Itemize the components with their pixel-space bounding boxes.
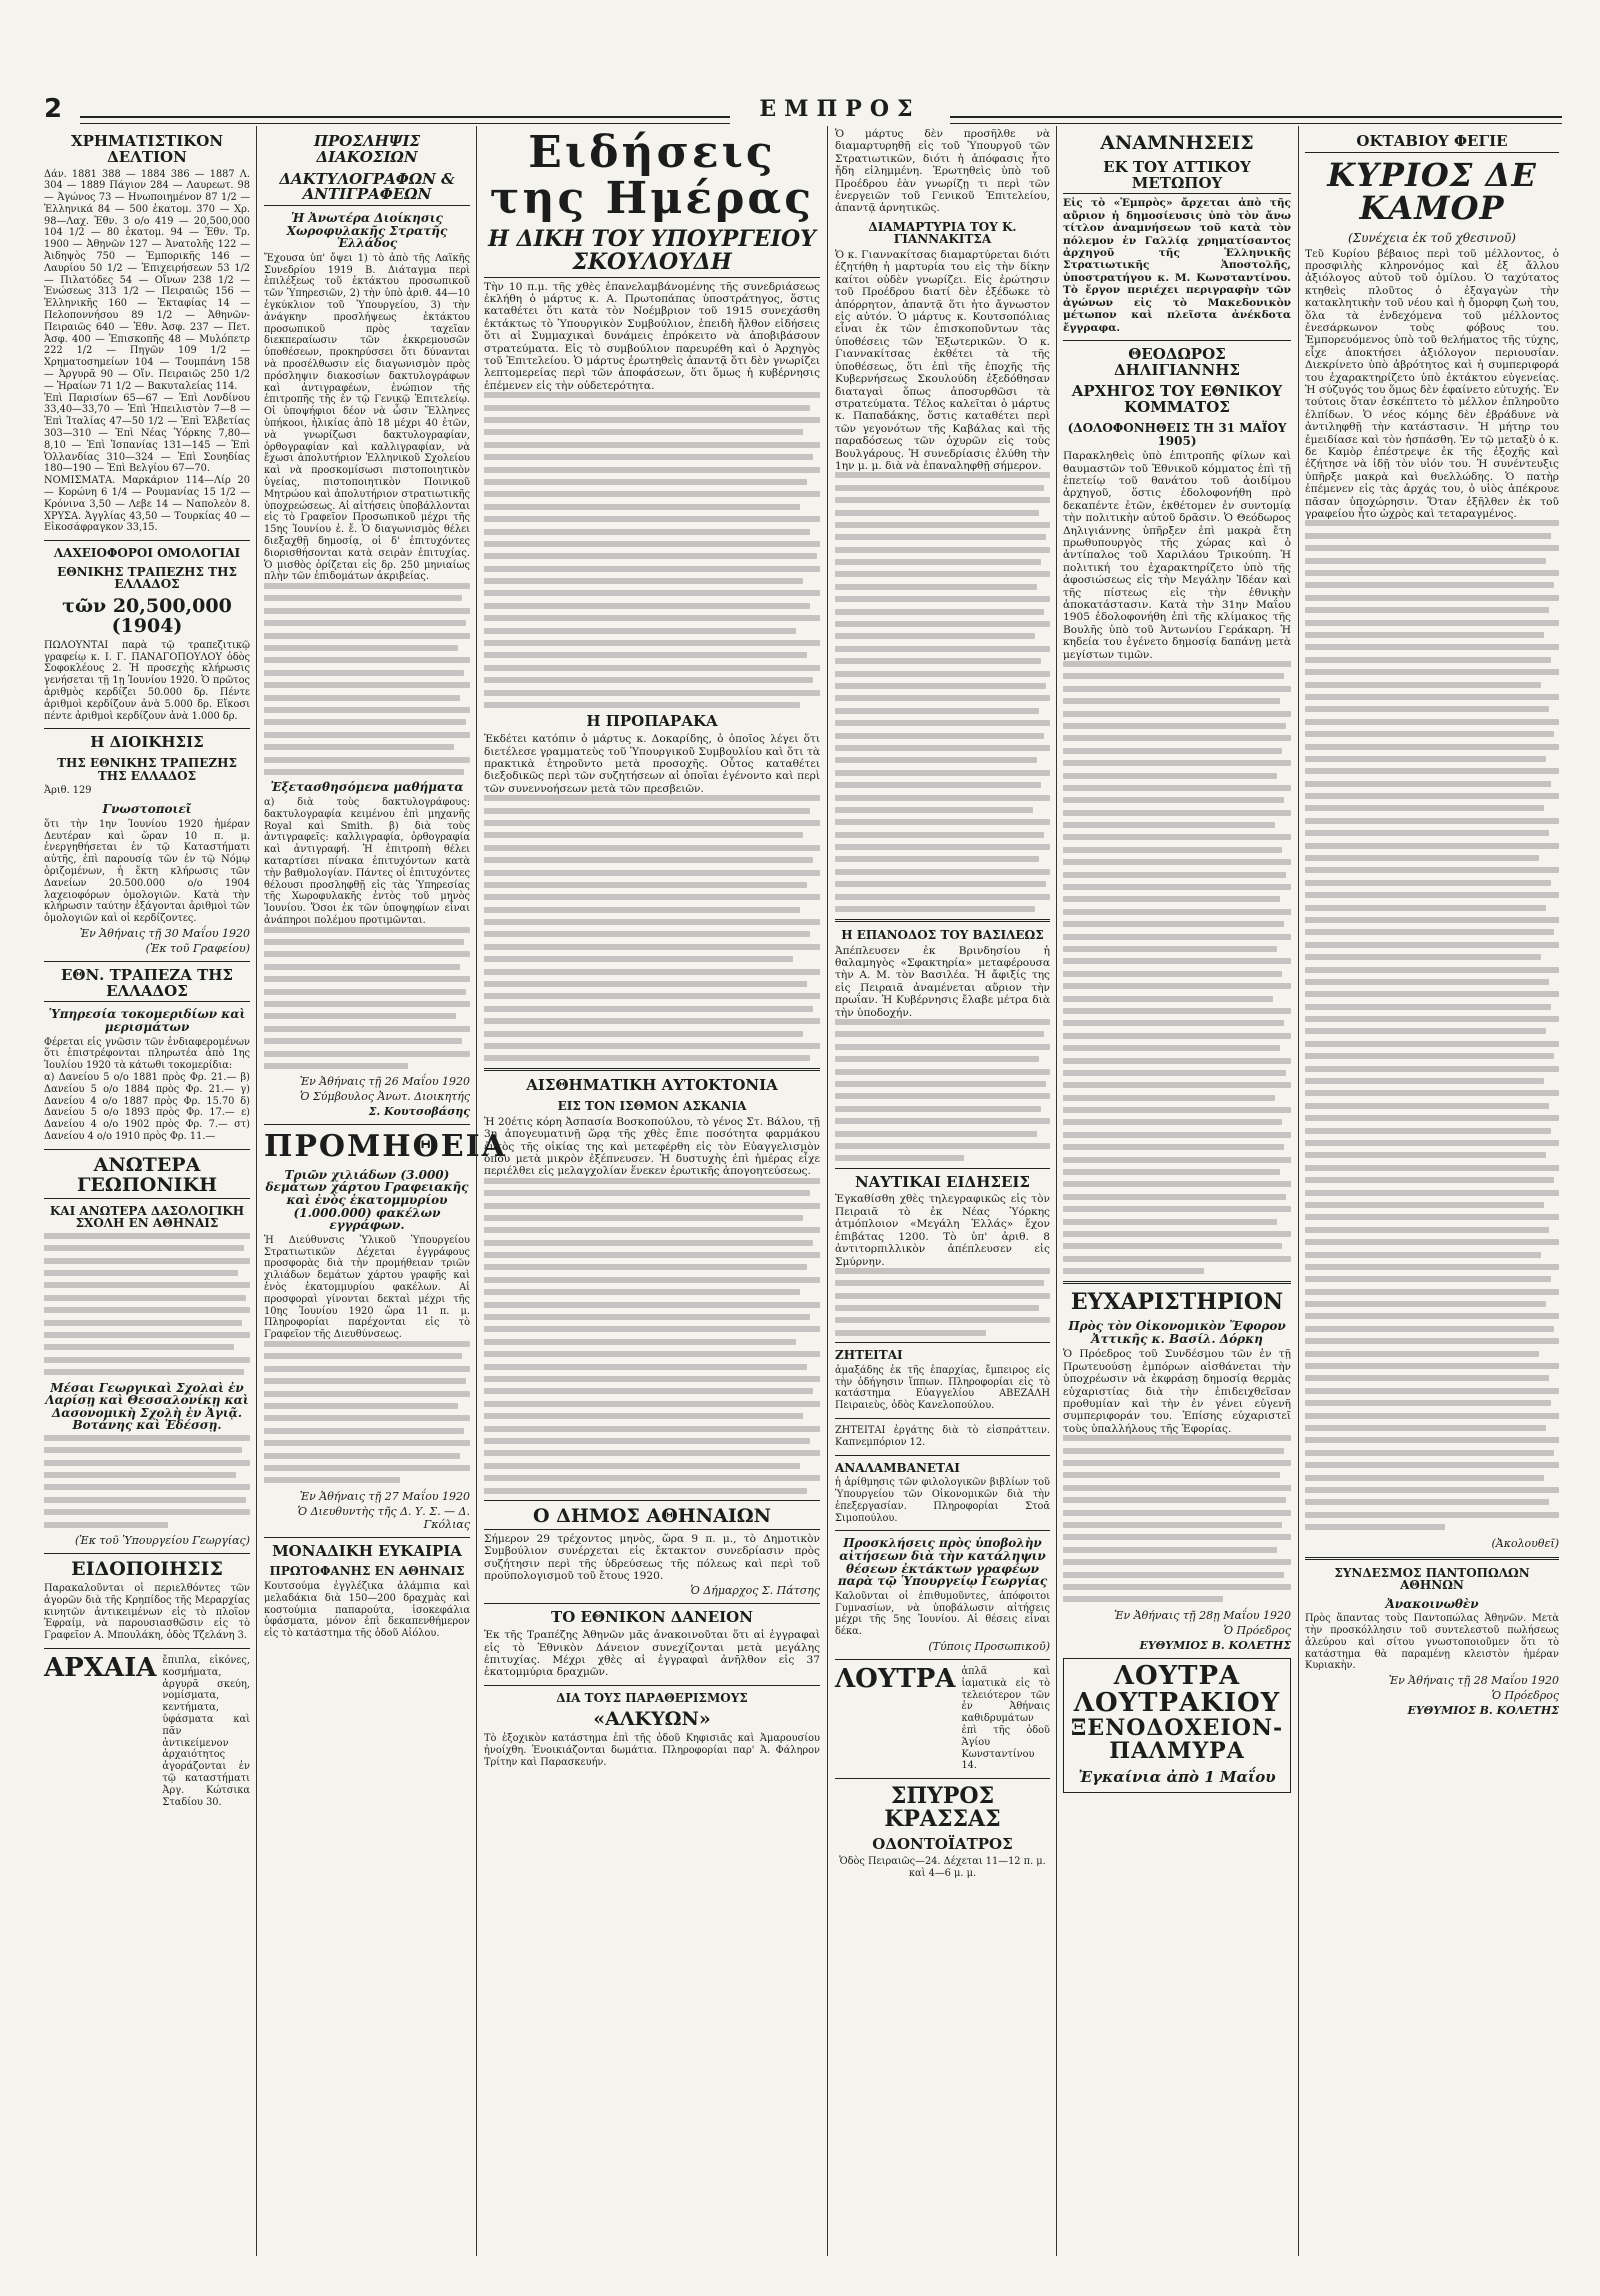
supply-signatory: Ὁ Διευθυντὴς τῆς Δ. Υ. Σ. — Δ. Γκόλιας bbox=[297, 1504, 470, 1531]
baths-heading: ΛΟΥΤΡΑ bbox=[835, 1663, 956, 1694]
divider bbox=[44, 1553, 250, 1554]
deligiannis-subheading: ΑΡΧΗΓΟΣ ΤΟΥ ΕΘΝΙΚΟΥ ΚΟΜΜΑΤΟΣ bbox=[1071, 382, 1283, 417]
column-rule bbox=[1056, 126, 1057, 2256]
hiring-date: Ἐν Ἀθήναις τῇ 26 Μαΐου 1920 bbox=[299, 1075, 470, 1089]
suicide-text-more bbox=[484, 1178, 820, 1494]
loutraki-opening: Ἐγκαίνια ἀπὸ 1 Μαΐου bbox=[1078, 1767, 1276, 1786]
wanted-heading: ΖΗΤΕΙΤΑΙ bbox=[835, 1348, 903, 1363]
deligiannis-date: (ΔΟΛΟΦΟΝΗΘΕΙΣ ΤΗ 31 ΜΑΪΟΥ 1905) bbox=[1067, 420, 1287, 448]
divider bbox=[44, 540, 250, 541]
thanks-heading: ΕΥΧΑΡΙΣΤΗΡΙΟΝ bbox=[1070, 1289, 1284, 1316]
thanks-date: Ἐν Ἀθήναις τῇ 28ῃ Μαΐου 1920 bbox=[1114, 1608, 1291, 1622]
serial-continuation: (Συνέχεια ἐκ τοῦ χθεσινοῦ) bbox=[1348, 230, 1516, 245]
to-be-continued: (Ἀκολουθεῖ) bbox=[1491, 1536, 1559, 1550]
paper-name: ΕΜΠΡΟΣ bbox=[759, 96, 921, 122]
column-1 bbox=[44, 128, 250, 2248]
grocers-text: Πρὸς ἅπαντας τοὺς Παντοπώλας Ἀθηνῶν. Μετὰ τὴν προσκόλλησιν τοῦ συντελεστοῦ πωλήσεως ἀλεύρου καὶ σίτου γνωστοποιοῦμεν ὅτι τὸ κατάστημα θὰ παραμένῃ κλειστὸν ἡμέραν Κυριακὴν. bbox=[1305, 1613, 1559, 1672]
notice-heading: ΕΙΔΟΠΟΙΗΣΙΣ bbox=[71, 1558, 223, 1581]
supply-text-more bbox=[264, 1341, 470, 1483]
hiring-text-more bbox=[264, 583, 470, 775]
serial-title: ΚΥΡΙΟΣ ΔΕ ΚΑΜΟΡ bbox=[1327, 155, 1537, 228]
national-bank-heading: ΕΘΝ. ΤΡΑΠΕΖΑ ΤΗΣ ΕΛΛΑΔΟΣ bbox=[44, 968, 250, 1003]
thanks-signatory: ΕΥΘΥΜΙΟΣ Β. ΚΟΛΕΤΗΣ bbox=[1139, 1638, 1291, 1652]
divider bbox=[835, 1530, 1050, 1531]
testimony-text: Ὁ μάρτυς δὲν προσῆλθε νὰ διαμαρτυρηθῇ εἰς τοῦ Ὑπουργοῦ τῶν Στρατιωτικῶν, διότι ἡ ἀπόφασις ἦτο ἤδη εἰλημμένη. Ἐρωτηθεὶς ὑπὸ τοῦ Προέδρου ἐὰν γνωρίζῃ τι περὶ τῶν ἐνεργειῶν τοῦ Γενικοῦ Ἐπιτελείου, ἀπαντᾷ ἀρνητικῶς. bbox=[835, 128, 1050, 215]
naval-news-heading: ΝΑΥΤΙΚΑΙ ΕΙΔΗΣΕΙΣ bbox=[854, 1172, 1031, 1191]
protest-text-more bbox=[835, 472, 1050, 912]
thanks-subheading: Πρὸς τὸν Οἰκονομικὸν Ἔφορον Ἀττικῆς κ. Βασίλ. Δόρκη bbox=[1068, 1319, 1286, 1346]
grocers-union-heading: ΣΥΝΔΕΣΜΟΣ ΠΑΝΤΟΠΩΛΩΝ ΑΘΗΝΩΝ bbox=[1334, 1565, 1530, 1593]
masthead-rule-right bbox=[950, 116, 1562, 124]
coupons-list: α) Δανείου 5 ο/ο 1881 πρὸς Φρ. 21.— β) Δανείου 5 ο/ο 1884 πρὸς Φρ. 21.— γ) Δανείου 4 ο/ο 1887 πρὸς Φρ. 15.70 δ) Δανείου 5 ο/ο 1893 πρὸς Φρ. 17.— ε) Δανείου 4 ο/ο 1902 πρὸς Φρ. 7.— στ) Δανείου 4 ο/ο 1910 πρὸς Φρ. 11.— bbox=[44, 1072, 250, 1142]
opportunity-text: Κουτσούμα ἐγγλέζικα ἀλάμπια καὶ μελαδάκια διὰ 150—200 δραχμὰς καὶ κοστούμια παπαρούτα, ἰσοκεφάλια ὑφάσματα, μόνον ἐπὶ δεκαπενθήμερον εἰς τὸ κατάστημα τῆς ὁδοῦ Αἰόλου. bbox=[264, 1581, 470, 1640]
municipality-heading: Ο ΔΗΜΟΣ ΑΘΗΝΑΙΩΝ bbox=[484, 1507, 820, 1530]
loutraki-heading: ΛΟΥΤΡΑ ΛΟΥΤΡΑΚΙΟΥ bbox=[1073, 1660, 1281, 1719]
preparation-heading: Η ΠΡΟΠΑΡΑΚΑ bbox=[586, 712, 718, 731]
column-3 bbox=[484, 128, 820, 2248]
office-signature: (Ἐκ τοῦ Γραφείου) bbox=[145, 941, 250, 955]
undertaken-heading: ΑΝΑΛΑΜΒΑΝΕΤΑΙ bbox=[835, 1460, 960, 1475]
lottery-bonds-subheading: ΕΘΝΙΚΗΣ ΤΡΑΠΕΖΗΣ ΤΗΣ ΕΛΛΑΔΟΣ bbox=[57, 564, 237, 592]
news-of-the-day-title: Ειδήσεις της Ημέρας bbox=[489, 127, 815, 225]
preparation-text: Ἐκδέτει κατόπιν ὁ μάρτυς κ. Δοκαρίδης, ὁ ὁποῖος λέγει ὅτι διετέλεσε γραμματεὺς τοῦ Ὑπουργικοῦ Συμβουλίου καὶ ὅτι τὰ πρακτικὰ ἐτηροῦντο μετὰ προσοχῆς. Οὗτος καταθέτει διεξοδικῶς περὶ τῶν συζητήσεων αἱ ὁποῖαι ἐγένοντο καὶ περὶ τῶν συνεννοήσεων μετὰ τῶν πρεσβειῶν. bbox=[484, 733, 820, 795]
thanks-text: Ὁ Πρόεδρος τοῦ Συνδέσμου τῶν ἐν τῇ Πρωτευούσῃ ἐμπόρων αἰσθάνεται τὴν ὑποχρέωσιν νὰ ἐκφράσῃ δημοσίᾳ θερμὰς εὐχαριστίας διὰ τὴν ἐπιδειχθεῖσαν προθυμίαν καὶ τὴν ἐν γένει εὐγενῆ συμπεριφοράν του. Ἐπίσης εὐχαριστεῖ τοὺς ὑπαλλήλους τῆς Ἐφορίας. bbox=[1063, 1348, 1291, 1435]
column-rule bbox=[476, 126, 477, 2256]
deligiannis-text: Παρακληθεὶς ὑπὸ ἐπιτροπῆς φίλων καὶ θαυμαστῶν τοῦ Ἐθνικοῦ κόμματος ἐπὶ τῇ ἐπετείῳ τοῦ θανάτου τοῦ ἀοιδίμου ἀρχηγοῦ, ὅστις ἐδολοφονήθη πρὸ δεκαπέντε ἐτῶν, ἐκθέτομεν ἐν συντομίᾳ τὴν πολιτικὴν αὐτοῦ δρᾶσιν. Ὁ Θεόδωρος Δηλιγιάννης ὑπῆρξεν ἐπὶ μακρὰ ἔτη πρωθυπουργὸς τῆς χώρας καὶ ὁ ἀντίπαλος τοῦ Χαριλάου Τρικούπη. Ἡ πολιτική του ἐχαρακτηρίζετο ὑπὸ τῆς ἀφοσιώσεως εἰς τὴν Μεγάλην Ἰδέαν καὶ τῆς πίστεως εἰς τὴν ἐθνικὴν ἀποκατάστασιν. Κατὰ τὴν 31ην Μαΐου 1905 ἐδολοφονήθη ἐπὶ τῆς κλίμακος τῆς Βουλῆς ὑπὸ τοῦ Ἀντωνίου Γεράκαρη. Ἡ κηδεία του ἐγένετο δημοσίᾳ δαπάνῃ μετὰ μεγίστων τιμῶν. bbox=[1063, 450, 1291, 661]
trial-headline: Η ΔΙΚΗ ΤΟΥ ΥΠΟΥΡΓΕΙΟΥ ΣΚΟΥΛΟΥΔΗ bbox=[484, 228, 820, 277]
announcement-label: Γνωστοποιεῖ bbox=[102, 802, 192, 817]
page-number: 2 bbox=[44, 94, 63, 124]
national-loan-text: Ἐκ τῆς Τραπέζης Ἀθηνῶν μᾶς ἀνακοινοῦται ὅτι αἱ ἐγγραφαὶ εἰς τὸ Ἐθνικὸν Δάνειον συνεχίζονται μετὰ μεγάλης ἐπιτυχίας. Μέχρι χθὲς αἱ ἐγγραφαὶ ἀνῆλθον εἰς 37 ἑκατομμύρια δραχμῶν. bbox=[484, 1629, 820, 1679]
deligiannis-text-more bbox=[1063, 661, 1291, 1274]
supply-text: Ἡ Διεύθυνσις Ὑλικοῦ Ὑπουργείου Στρατιωτικῶν Δέχεται ἐγγράφους προσφορὰς διὰ τὴν προμήθειαν τριῶν χιλιάδων δεμάτων χάρτου γραφῆς καὶ ἑνὸς ἑκατομμυρίου φακέλων. Αἱ προσφοραὶ γίνονται δεκταὶ μέχρι τῆς 10ης Ἰουνίου 1920 ὥρα 11 π. μ. Πληροφορίαι παρέχονται εἰς τὸ Γραφεῖον τῆς Διευθύνσεως. bbox=[264, 1234, 470, 1341]
column-4 bbox=[835, 128, 1050, 2248]
draw-announcement-text: ὅτι τὴν 1ην Ἰουνίου 1920 ἡμέραν Δευτέραν καὶ ὥραν 10 π. μ. ἐνεργηθήσεται ἐν τῷ Καταστήματι αὐτῆς, ἐπὶ παρουσίᾳ τῶν ἐν τῷ Νόμῳ ὁριζομένων, ἡ ἕκτη κλήρωσις τῶν Δανείων 20.500.000 ο/ο 1904 λαχειοφόρων ὁμολογιῶν. Κατὰ τὴν κλήρωσιν ταύτην ἐξάγονται ἀριθμοὶ τῶν ὁμολογιῶν καὶ οἱ κερδίζοντες. bbox=[44, 818, 250, 925]
grocers-signatory: ΕΥΘΥΜΙΟΣ Β. ΚΟΛΕΤΗΣ bbox=[1407, 1704, 1559, 1718]
masthead bbox=[40, 94, 1562, 124]
thanks-signatory-title: Ὁ Πρόεδρος bbox=[1223, 1623, 1291, 1637]
suicide-subheading: ΕΙΣ ΤΟΝ ΙΣΘΜΟΝ ΑΣΚΑΝΙΑ bbox=[557, 1099, 747, 1114]
administration-subheading: ΤΗΣ ΕΘΝΙΚΗΣ ΤΡΑΠΕΖΗΣ ΤΗΣ ΕΛΛΑΔΟΣ bbox=[57, 756, 237, 783]
column-6 bbox=[1305, 128, 1559, 2248]
palmyra-hotel-heading: ΞΕΝΟΔΟΧΕΙΟΝ-ΠΑΛΜΥΡΑ bbox=[1070, 1715, 1284, 1765]
supply-heading: ΠΡΟΜΗΘΕΙΑ bbox=[264, 1129, 507, 1165]
opportunity-subheading: ΠΡΩΤΟΦΑΝΗΣ ΕΝ ΑΘΗΝΑΙΣ bbox=[269, 1564, 465, 1579]
divider bbox=[1063, 1281, 1291, 1284]
hiring-heading: ΠΡΟΣΛΗΨΙΣ ΔΙΑΚΟΣΙΩΝ bbox=[313, 132, 421, 166]
king-return-heading: Η ΕΠΑΝΟΔΟΣ ΤΟΥ ΒΑΣΙΛΕΩΣ bbox=[841, 928, 1044, 943]
foreign-exchange-text: Ἐπὶ Παρισίων 65—67 — Ἐπὶ Λονδίνου 33,40—33,70 — Ἐπὶ Ἠπειλιστὸν 7—8 — Ἐπὶ Ἰταλίας 47—50 1/2 — Ἐπὶ Ἑλβετίας 303—310 — Ἐπὶ Νέας Ὑόρκης 7,80—8,10 — Ἐπὶ Ἰσπανίας 131—145 — Ἐπὶ Ὁλλανδίας 310—324 — Ἐπὶ Σουηδίας 180—190 — Ἐπὶ Βελγίου 67—70. bbox=[44, 392, 250, 475]
memoirs-text: Εἰς τὸ «Ἐμπρὸς» ἄρχεται ἀπὸ τῆς αὔριον ἡ δημοσίευσις ὑπὸ τὸν ἄνω τίτλον ἀναμνήσεων τοῦ κατὰ τὸν πόλεμον ἐν Γαλλίᾳ χρηματίσαντος ἀρχηγοῦ τῆς Ἑλληνικῆς Στρατιωτικῆς Ἀποστολῆς, ὑποστρατήγου κ. Μ. Κωνσταντίνου. Τὸ ἔργον περιέχει περιγραφὴν τῶν ἀγώνων εἰς τὸ Μακεδονικὸν μέτωπον καὶ πλεῖστα ἀνέκδοτα ἔγγραφα. bbox=[1063, 197, 1291, 334]
exam-subjects-more bbox=[264, 927, 470, 1069]
summer-resort-heading: ΔΙΑ ΤΟΥΣ ΠΑΡΑΘΕΡΙΣΜΟΥΣ bbox=[556, 1690, 748, 1705]
column-2 bbox=[264, 128, 507, 2248]
mayor-signature: Ὁ Δήμαρχος Σ. Πάτσης bbox=[690, 1584, 820, 1598]
divider bbox=[484, 1685, 820, 1686]
column-rule bbox=[1298, 126, 1299, 2256]
deligiannis-heading: ΘΕΟΔΩΡΟΣ ΔΗΛΙΓΙΑΝΝΗΣ bbox=[1114, 344, 1240, 379]
grocers-announcement-label: Ἀνακοινωθὲν bbox=[1385, 1596, 1479, 1611]
memoirs-subheading: ΕΚ ΤΟΥ ΑΤΤΙΚΟΥ ΜΕΤΩΠΟΥ bbox=[1063, 160, 1291, 195]
divider bbox=[484, 1068, 820, 1071]
thanks-text-more bbox=[1063, 1435, 1291, 1602]
administration-number: Ἀριθ. 129 bbox=[44, 785, 92, 797]
exam-subjects-heading: Ἐξετασθησόμενα μαθήματα bbox=[270, 780, 464, 795]
dentist-text: Ὁδὸς Πειραιῶς—24. Δέχεται 11—12 π. μ. καὶ 4—6 μ. μ. bbox=[839, 1856, 1046, 1879]
hiring-authority: Ἡ Ἀνωτέρα Διοίκησις Χωροφυλακῆς Στρατῆς Ἑλλάδος bbox=[286, 211, 448, 251]
trial-text: Τὴν 10 π.μ. τῆς χθὲς ἐπανελαμβάνομένης τῆς συνεδριάσεως ἐκλήθη ὁ μάρτυς κ. Α. Πρωτοπάπας ὑποστράτηγος, ὅστις καταθέτει ὅτι κατὰ τὸν Νοέμβριον τοῦ 1915 συνεχάσθη ἐκτάκτως τὸ Ὑπουργικὸν Συμβούλιον, ἐπειδὴ ἤλθον εἰδήσεις ὅτι αἱ Συμμαχικαὶ δυνάμεις ἐπρόκειτο νὰ ἀποβιβάσουν στρατεύματα. Εἰς τὸ συμβούλιον παρευρέθη καὶ ὁ Ἀρχηγὸς τοῦ Ἐπιτελείου. Ὁ μάρτυς ἐρωτηθεὶς ἀπαντᾷ ὅτι δὲν γνωρίζει λεπτομερείας περὶ τῶν ἀποφάσεων, ὅτι ὅμως ἡ κυβέρνησις ἐπέμενεν εἰς τὴν οὐδετερότητα. bbox=[484, 280, 820, 392]
masthead-rule-left bbox=[80, 116, 730, 124]
hiring-text: Ἔχουσα ὑπ' ὄψει 1) τὸ ἀπὸ τῆς Λαϊκῆς Συνεδρίου 1919 Β. Διάταγμα περὶ ἐπιλέξεως τοῦ ἐκτάκτου προσωπικοῦ τῶν Ὑπηρεσιῶν, 2) τὴν ὑπὸ ἀριθ. 44—10 ἐγκύκλιον τοῦ Ὑπουργείου, 3) τὴν ἀνάγκην προσλήψεως ἐκτάκτου προσωπικοῦ πρὸς ταχεῖαν διεκπεραίωσιν τῶν ἐκκρεμουσῶν ὑποθέσεων, προκηρύσσει ὅτι δύνανται νὰ προσέλθωσιν εἰς διαγωνισμὸν πρὸς πρόσληψιν διακοσίων δακτυλογράφων καὶ ἀντιγραφέων, ἐνώπιον τῆς ἐπιτροπῆς τῆς ἐν τῷ Γενικῷ Ἐπιτελείῳ. Οἱ ὑποψήφιοι δέον νὰ ὦσιν Ἕλληνες ὑπήκοοι, ἡλικίας ἀπὸ 18 μέχρι 40 ἐτῶν, νὰ γνωρίζωσι δακτυλογραφίαν, ὀρθογραφίαν καὶ καλλιγραφίαν, νὰ ἔχωσι ἀπολυτήριον Ἑλληνικοῦ Σχολείου καὶ νὰ προσκομίσωσι πιστοποιητικὸν ὑγείας, πιστοποιητικὸν Ποινικοῦ Μητρώου καὶ ἀπολυτήριον στρατιωτικῆς ὑποχρεώσεως. Αἱ αἰτήσεις ὑποβάλλονται εἰς τὸ Γραφεῖον Προσωπικοῦ μέχρι τῆς 15ης Ἰουνίου ἐ. ἔ. Ὁ διαγωνισμὸς θέλει διεξαχθῇ δημοσίᾳ, οἱ δ' ἐπιτυχόντες διορισθήσονται κατὰ σειρὰν ἐπιτυχίας. Ὁ μισθὸς ὁρίζεται εἰς δρ. 250 μηνιαίως πλὴν τῶν ἐπιδομάτων ἀκριβείας. bbox=[264, 252, 470, 583]
trial-text-more bbox=[484, 392, 820, 708]
administration-heading: Η ΔΙΟΙΚΗΣΙΣ bbox=[90, 733, 204, 752]
column-rule bbox=[827, 126, 828, 2256]
protest-heading: ΔΙΑΜΑΡΤΥΡΙΑ ΤΟΥ Κ. ΓΙΑΝΝΑΚΙΤΣΑ bbox=[868, 219, 1017, 247]
suicide-heading: ΑΙΣΘΗΜΑΤΙΚΗ ΑΥΤΟΚΤΟΝΙΑ bbox=[526, 1076, 778, 1095]
divider bbox=[44, 728, 250, 729]
exchange-bulletin-heading: ΧΡΗΜΑΤΙΣΤΙΚΟΝ ΔΕΛΤΙΟΝ bbox=[70, 132, 224, 166]
divider bbox=[1305, 1557, 1559, 1560]
divider bbox=[264, 1537, 470, 1538]
antiques-heading: ΑΡΧΑΙΑ bbox=[44, 1652, 157, 1683]
summer-resort-name: «ΑΛΚΥΩΝ» bbox=[593, 1708, 711, 1731]
column-5 bbox=[1063, 128, 1291, 2248]
lottery-bonds-heading: ΛΑΧΕΙΟΦΟΡΟΙ ΟΜΟΛΟΓΙΑΙ bbox=[53, 546, 241, 561]
divider bbox=[835, 1342, 1050, 1343]
national-loan-heading: ΤΟ ΕΘΝΙΚΟΝ ΔΑΝΕΙΟΝ bbox=[551, 1608, 753, 1627]
ministry-signature: (Ἐκ τοῦ Ὑπουργείου Γεωργίας) bbox=[75, 1534, 250, 1548]
divider bbox=[835, 1778, 1050, 1779]
loutraki-ad bbox=[1063, 1658, 1291, 1794]
king-return-text: Ἀπέπλευσεν ἐκ Βρινδησίου ἡ θαλαμηγὸς «Σφακτηρία» μεταφέρουσα τὴν Α. Μ. τὸν Βασιλέα. Ἡ ἄφιξίς της εἰς Πειραιᾶ ἀναμένεται αὔριον τὴν πρωΐαν. Ἡ Κυβέρνησις ἔλαβε μέτρα διὰ τὴν ὑποδοχήν. bbox=[835, 944, 1050, 1019]
divider bbox=[835, 1418, 1050, 1419]
baths-text: ἁπλᾶ καὶ ἰαματικὰ εἰς τὸ τελειότερον τῶν ἐν Ἀθήναις καθιδρυμάτων ἐπὶ τῆς ὁδοῦ Ἁγίου Κωνσταντίνου 14. bbox=[961, 1665, 1050, 1772]
suicide-text: Ἡ 20έτις κόρη Ἀσπασία Βοσκοπούλου, τὸ γένος Στ. Βάλου, τῇ 3ῃ ἀπογευματινῇ ὥρᾳ τῆς χθὲς ἔπιε ποσότητα φαρμάκου ἐντὸς τῆς οἰκίας της καὶ μετεφέρθη εἰς τὸν Εὐαγγελισμὸν ὅπου μετὰ μικρὸν ἐξέπνευσεν. Ἡ δυστυχὴς ἐπὶ ἡμέρας εἶχε περιέλθει εἰς μελαγχολίαν ἕνεκεν ἐρωτικῆς ἀπογοητεύσεως. bbox=[484, 1115, 820, 1178]
applications-heading: Προσκλήσεις πρὸς ὑποβολὴν αἰτήσεων διὰ τὴν κατάληψιν θέσεων ἐκτάκτων γραφέων παρὰ τῷ Ὑπουργείῳ Γεωργίας bbox=[837, 1536, 1048, 1589]
divider bbox=[1063, 340, 1291, 341]
naval-news-text: Ἐγκαθίσθη χθὲς τηλεγραφικῶς εἰς τὸν Πειραιᾶ τὸ ἐκ Νέας Ὑόρκης ἀτμόπλοιον «Μεγάλη Ἑλλάς» ἔχον ἐπιβάτας 1200. Τὸ ὑπ' ἀριθ. 8 ἀντιτορπιλλικὸν ἀπέπλευσεν εἰς Σμύρνην. bbox=[835, 1193, 1050, 1268]
applications-text: Καλοῦνται οἱ ἐπιθυμοῦντες, ἀπόφοιτοι Γυμνασίων, νὰ ὑποβάλωσιν αἰτήσεις μέχρι τῆς 5ης Ἰουνίου. Αἱ θέσεις εἶναι δέκα. bbox=[835, 1590, 1050, 1638]
lottery-bonds-amount: τῶν 20,500,000 (1904) bbox=[62, 594, 232, 637]
dentist-title: ΟΔΟΝΤΟΪΑΤΡΟΣ bbox=[872, 1835, 1013, 1854]
divider bbox=[835, 1455, 1050, 1456]
divider bbox=[264, 1124, 470, 1125]
divider bbox=[484, 1500, 820, 1501]
serial-text: Τεῦ Κυρίου βέβαιος περὶ τοῦ μέλλοντος, ὁ προσφιλὴς κληρονόμος καὶ ἐξ ἄλλου ἀξιόλογος αὐτοῦ τοῦ ὁμίλου. Ὁ ταχύτατος κτηθεὶς πλοῦτος ὁ ἐξαγαγὼν τὴν κατακλητικὴν τοῦ νέου καὶ ἡ ὄμορφη ζωὴ του, ὅλα τὰ ἐνδεχόμενα τοῦ μέλλοντος ἐνεσάρκωνον τοὺς φόβους του. Ἐμπορευόμενος ὑπὸ τοῦ θελήματος τῆς τύχης, εἶχε ἀποκτήσει ἀξιόλογον περιουσίαν. Διεκρίνετο ὑπὸ ἀβρότητος καὶ ἡ συμπεριφορά του ἐχαρακτηρίζετο ὑπὸ ἐκτάκτου εὐγενείας. Ἡ σύζυγός του ὅμως δὲν ἐφαίνετο εὐτυχής. Ἐν τούτοις ὅταν ἐσκέπτετο τὸ μέλλον ἐπληροῦτο ἐλπίδων. Ὁ νέος κόμης δὲν ἐβράδυνε νὰ ἀντιληφθῇ τὴν κατάστασιν. Ἡ μήτηρ του ἐμειδίασε καὶ τὸν ἠσπάσθη. Ἐν τῷ μεταξὺ ὁ κ. δε Καμὸρ ἐπέστρεψε ἐκ τῆς ἐξοχῆς καὶ ἐζήτησε νὰ ἰδῇ τὸν υἱόν του. Ἡ συνέντευξις ὑπῆρξε μακρὰ καὶ θυελλώδης. Ὁ πατὴρ ἐπέμενεν εἰς τὰς ἀρχάς του, ὁ υἱὸς ἀπέκρουε πᾶσαν ὑποχώρησιν. Ὅταν ἐξῆλθεν ἐκ τοῦ γραφείου ἦτο ὠχρὸς καὶ τεταραγμένος. bbox=[1305, 247, 1559, 521]
dentist-name: ΣΠΥΡΟΣ ΚΡΑΣΣΑΣ bbox=[884, 1783, 1001, 1833]
notice-text: Παρακαλοῦνται οἱ περιελθόντες τῶν ἀγορῶν διὰ τῆς Κρηπίδος τῆς Μεραρχίας κινητῶν ἀντικειμένων εἰς τὸ πλοῖον Ἐφραίμ, νὰ παρουσιασθῶσιν εἰς τὸ Γραφεῖον Α. Μπουλάκη, ὁδὸς Τζελάνη 3. bbox=[44, 1582, 250, 1642]
divider bbox=[484, 1603, 820, 1604]
agronomy-school-text bbox=[44, 1233, 250, 1375]
wanted-worker-text: ΖΗΤΕΙΤΑΙ ἐργάτης διὰ τὸ εἰσπράττειν. Καπνεμπόριον 12. bbox=[835, 1425, 1050, 1448]
author-heading: ΟΚΤΑΒΙΟΥ ΦΕΓΙΕ bbox=[1305, 134, 1559, 153]
coins-text: ΝΟΜΙΣΜΑΤΑ. Μαρκάριον 114—Λίρ 20 — Κορώνη 6 1/4 — Ρουμανίας 15 1/2 — Κρόνινα 3,50 — Λεβε 14 — Ναπολεὸν 8. ΧΡΥΣΑ. Ἀγγλίας 43,50 — Τουρκίας 40 — Εἰκοσάφραγκον 33,15. bbox=[44, 475, 250, 534]
supply-date: Ἐν Ἀθήναις τῇ 27 Μαΐου 1920 bbox=[299, 1489, 470, 1503]
applications-signature: (Τύποις Προσωπικοῦ) bbox=[928, 1639, 1050, 1653]
baths-ad bbox=[835, 1663, 1050, 1772]
king-return-more bbox=[835, 1019, 1050, 1161]
protest-text: Ὁ κ. Γιαννακίτσας διαμαρτύρεται διότι ἐζητήθη ἡ μαρτυρία του εἰς τὴν δίκην καίτοι οὐδὲν γνωρίζει. Εἰς ἐρώτησιν τοῦ Προέδρου διατί δὲν ἐξέδωκε τὸ ἀπόρρητον, ἀπαντᾷ ὅτι ἡτο ἄγνωστον εἰς αὐτόν. Ὁ μάρτυς κ. Κουτσοπόλιας εἶναι ἐκ τῶν ἐπισκοποῦντων τὰς ὑποθέσεις τῶν Ἐξωτερικῶν. Ὁ κ. Γιαννακίτσας ἐκθέτει τὰ τῆς ὑποθέσεως, ὅτι ἐπὶ τῆς ἐποχῆς τῆς Κυβερνήσεως Σκουλούδη ἐξεδόθησαν διαταγαὶ ὅπως ἀποσυρθῶσι τὰ στρατεύματα. Τέλος καλεῖται ὁ μάρτυς κ. Παπαδάκης, ὅστις καταθέτει περὶ τῶν γεγονότων τῆς Καβάλας καὶ τῆς παραδόσεως τῶν ὀχυρῶν εἰς τοὺς Βουλγάρους. Ἡ συνεδρίασις ἐλύθη τὴν 1ην μ. μ. διὰ νὰ ἐπαναληφθῇ σήμερον. bbox=[835, 249, 1050, 472]
wanted-text: ἀμαξάδης ἐκ τῆς ἐπαρχίας, ἔμπειρος εἰς τὴν ὁδήγησιν ἵππων. Πληροφορίαι εἰς τὸ κατάστημα Εὐαγγελίου ΑΒΕΖΑΛΗ Πειραιεὺς, ὁδὸς Κανελοπούλου. bbox=[835, 1364, 1050, 1412]
hiring-subheading: ΔΑΚΤΥΛΟΓΡΑΦΩΝ & ΑΝΤΙΓΡΑΦΕΩΝ bbox=[264, 172, 470, 207]
opportunity-heading: ΜΟΝΑΔΙΚΗ ΕΥΚΑΙΡΙΑ bbox=[272, 1541, 462, 1560]
serial-text-more bbox=[1305, 520, 1559, 1530]
hiring-signatory: Σ. Κουτσοβάσης bbox=[368, 1105, 470, 1119]
antiques-text: ἔπιπλα, εἰκόνες, κοσμήματα, ἀργυρᾶ σκεύη, νομίσματα, κεντήματα, ὑφάσματα καὶ πᾶν ἀντικείμενον ἀρχαιότητος ἀγοράζονται ἐν τῷ καταστήματι Ἀργ. Κώτσικα Σταδίου 30. bbox=[162, 1654, 250, 1808]
divider bbox=[44, 1648, 250, 1649]
divider bbox=[835, 1659, 1050, 1660]
antiques-ad bbox=[44, 1652, 250, 1808]
agronomy-school-heading: ΑΝΩΤΕΡΑ ΓΕΩΠΟΝΙΚΗ bbox=[44, 1156, 250, 1199]
exchange-rates-text: Δάν. 1881 388 — 1884 386 — 1887 Λ. 304 — 1889 Πάγιον 284 — Λαυρεωτ. 98— Ἀγώνος 73 — Ηνωποιημένον 87 1/2 — Ἑλληνικά 84 — 500 ἑκατομ. 370 — Χρ. 98—Λαχ. Ἐθν. 3 ο/ο 419 — 20,500,000 104 1/2 — 80 ἑκατομ. 94 — Ἐθν. Τρ. 1900 — Ἀθηνῶν 127 — Ἀνατολῆς 122 — Ἀιδηψὸς 750 — Ἐμπορικῆς 146 — Λαυρίου 50 1/2 — Ἐπιχειρήσεων 53 1/2 — Πιλατόδες 54 — Οἴνων 238 1/2 — Ἐνώσεως 313 1/2 — Πειραιῶς 156 — Ἑλληνικῆς 160 — Ἐκταφίας 14 — Πελοποννήσου 89 1/2 — Ἀθηνῶν-Πειραιῶς 640 — Ἐθν. Ἀσφ. 237 — Πετ. Ἀσφ. 400 — Ἐπισκοπῆς 48 — Μυλόπετρ 222 1/2 — Πηγῶν 109 1/2 — Χρηματοσημείων 104 — Τουμπάνη 158 — Ἀργυρᾶ 90 — Οἴν. Πειραιῶς 250 1/2 — Ἠραίων 71 1/2 — Βακυταλείας 114. bbox=[44, 168, 250, 392]
grocers-date: Ἐν Ἀθήναις τῇ 28 Μαΐου 1920 bbox=[1388, 1674, 1559, 1688]
hiring-signatory-title: Ὁ Σύμβουλος Ἀνωτ. Διοικητής bbox=[300, 1090, 470, 1104]
preparation-text-more bbox=[484, 795, 820, 1061]
date-signature: Ἐν Ἀθήναις τῇ 30 Μαΐου 1920 bbox=[79, 926, 250, 940]
column-rule bbox=[256, 126, 257, 2256]
grocers-signatory-title: Ὁ Πρόεδρος bbox=[1491, 1689, 1559, 1703]
divider bbox=[44, 961, 250, 962]
memoirs-heading: ΑΝΑΜΝΗΣΕΙΣ bbox=[1100, 132, 1254, 154]
divider bbox=[44, 1149, 250, 1150]
coupons-text: Φέρεται εἰς γνῶσιν τῶν ἐνδιαφερομένων ὅτι ἐπιστρέφονται πληρωτέα ἀπὸ 1ης Ἰουλίου 1920 τὰ κάτωθι τοκομερίδια: bbox=[44, 1036, 250, 1072]
secondary-schools-text bbox=[44, 1435, 250, 1528]
coupons-subheading: Ὑπηρεσία τοκομεριδίων καὶ μερισμάτων bbox=[48, 1007, 246, 1035]
agronomy-school-subheading: ΚΑΙ ΑΝΩΤΕΡΑ ΔΑΣΟΛΟΓΙΚΗ ΣΧΟΛΗ ΕΝ ΑΘΗΝΑΙΣ bbox=[49, 1203, 245, 1231]
divider bbox=[835, 1168, 1050, 1169]
naval-news-more bbox=[835, 1268, 1050, 1336]
summer-resort-text: Τὸ ἐξοχικὸν κατάστημα ἐπὶ τῆς ὁδοῦ Κηφισιᾶς καὶ Ἀμαρουσίου ἠνοίχθη. Ἐνοικιάζονται δωμάτια. Πληροφορίαι παρ' Ἀ. Φάληρον Τρίτην καὶ Παρασκευήν. bbox=[484, 1733, 820, 1768]
supply-subheading: Τριῶν χιλιάδων (3.000) δεμάτων χάρτου Γραφειακῆς καὶ ἑνὸς ἑκατομμυρίου (1.000.000) φακέλων εγγράφων. bbox=[265, 1167, 469, 1233]
undertaken-text: ἡ ἀρίθμησις τῶν φιλολογικῶν βιβλίων τοῦ Ὑπουργείου τῶν Οἰκονομικῶν διὰ τὴν ἐπεξεργασίαν. Πληροφορίαι Στοᾶ Σιμοπούλου. bbox=[835, 1477, 1050, 1524]
municipality-text: Σήμερον 29 τρέχοντος μηνὸς, ὥρα 9 π. μ., τὸ Δημοτικὸν Συμβούλιον συνέρχεται εἰς ἔκτακτον συνεδρίασιν πρὸς συζήτησιν περὶ τῆς ὑδρεύσεως τῆς πόλεως καὶ περὶ τοῦ προϋπολογισμοῦ τοῦ ἔτους 1920. bbox=[484, 1532, 820, 1583]
secondary-schools-heading: Μέσαι Γεωργικαὶ Σχολαὶ ἐν Λαρίσῃ καὶ Θεσσαλονίκῃ καὶ Δασονομικὴ Σχολὴ ἐν Ἀγιᾷ. Βοτάνης καὶ Ἐδέσσῃ. bbox=[45, 1380, 249, 1433]
exam-subjects-text: α) διὰ τοὺς δακτυλογράφους: δακτυλογραφία κειμένου ἐπὶ μηχανῆς Royal καὶ Smith. β) διὰ τοὺς ἀντιγραφεῖς: καλλιγραφία, ὀρθογραφία καὶ ἀντιγραφή. Ἡ ἐπιτροπὴ θέλει καταρτίσει πίνακα ἐπιτυχόντων κατὰ τὴν βαθμολογίαν. Πάντες οἱ ἐπιτυχόντες θέλουσι προσληφθῇ εἰς τὰς Ὑπηρεσίας τῆς Χωροφυλακῆς ἐντὸς τοῦ μηνὸς Ἰουνίου. Ὅσοι ἐκ τῶν ὑποψηφίων εἶναι ἀνάπηροι πολέμου προτιμῶνται. bbox=[264, 796, 470, 926]
divider bbox=[835, 919, 1050, 922]
lottery-bonds-text: ΠΩΛΟΥΝΤΑΙ παρὰ τῷ τραπεζιτικῷ γραφείῳ κ. Ι. Γ. ΠΑΝΑΓΟΠΟΥΛΟΥ ὁδὸς Σοφοκλέους 2. Ἡ προσεχὴς κλήρωσις γενήσεται τῇ 1ῃ Ἰουνίου 1920. Ὁ πρῶτος ἀριθμὸς κερδίζει 50.000 δρ. Πέντε ἀριθμοὶ κερδίζουν ἀνὰ 5.000 δρ. Εἴκοσι πέντε ἀριθμοὶ κερδίζουν ἀνὰ 1.000 δρ. bbox=[44, 639, 250, 722]
